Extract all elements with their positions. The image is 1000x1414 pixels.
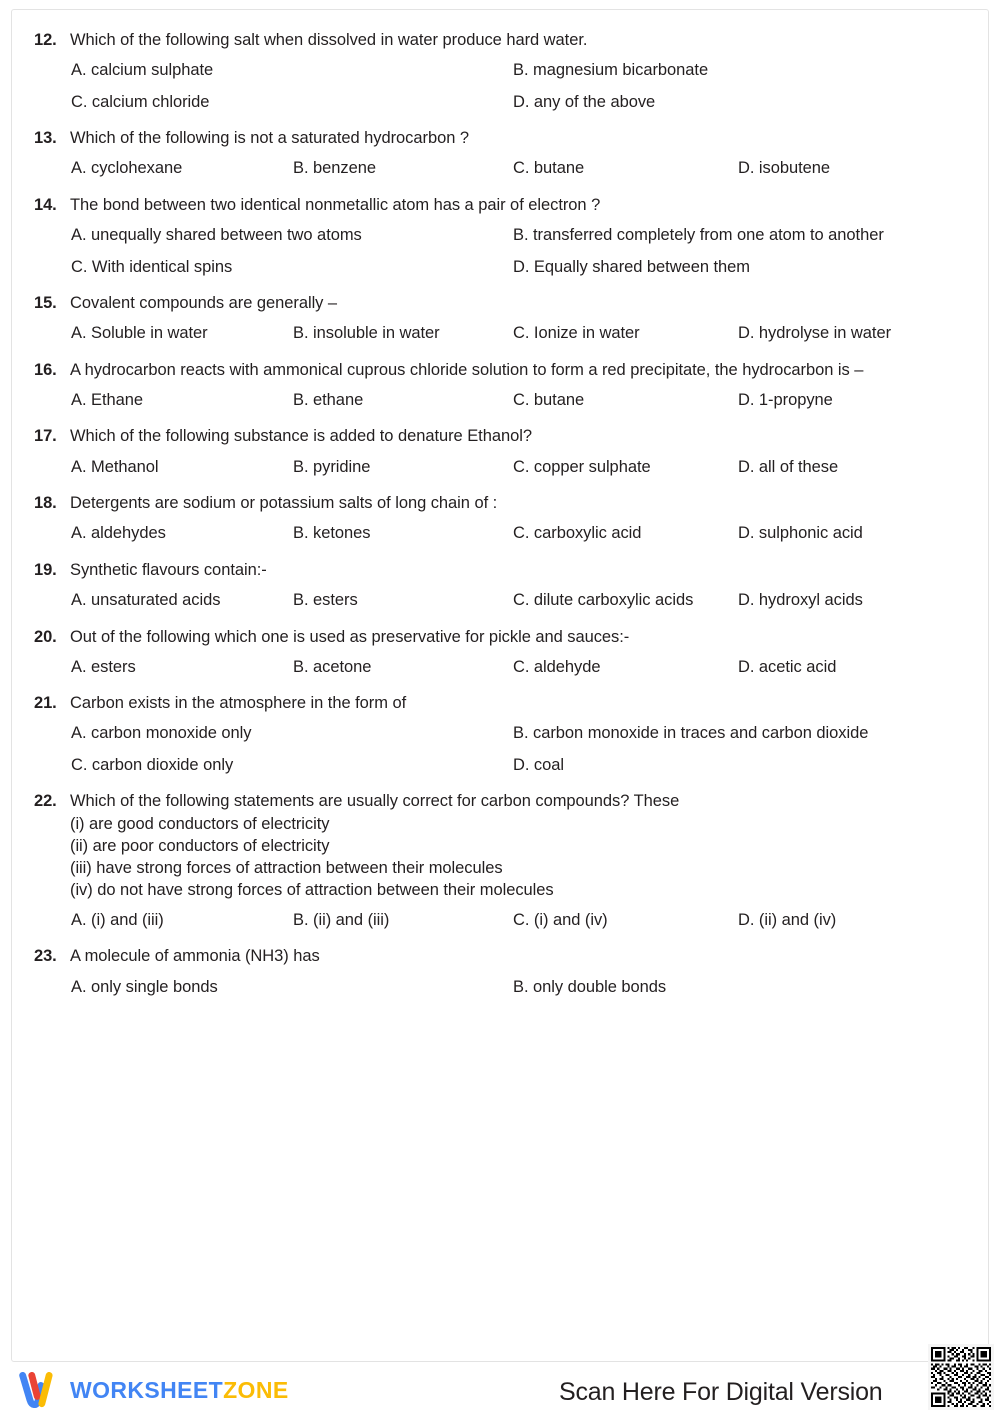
question-text: The bond between two identical nonmetallic atom has a pair of electron ? — [70, 195, 601, 214]
answer-option[interactable]: B. magnesium bicarbonate — [513, 61, 709, 80]
answer-option[interactable]: A. Soluble in water — [71, 324, 208, 343]
question-number: 16. — [34, 360, 57, 379]
answer-option[interactable]: D. hydroxyl acids — [738, 591, 863, 610]
options-row — [71, 92, 966, 113]
question-header — [34, 945, 966, 967]
answer-option[interactable]: D. acetic acid — [738, 657, 837, 676]
question-block — [34, 292, 966, 345]
options-group — [34, 723, 966, 776]
answer-option[interactable]: C. (i) and (iv) — [513, 911, 608, 930]
question-number: 17. — [34, 427, 57, 446]
options-row — [71, 323, 966, 344]
question-body — [70, 292, 966, 314]
answer-option[interactable]: B. pyridine — [293, 457, 371, 476]
question-block — [34, 359, 966, 412]
question-number: 20. — [34, 627, 57, 646]
answer-option[interactable]: A. only single bonds — [71, 977, 218, 996]
question-text: Which of the following is not a saturated hydrocarbon ? — [70, 129, 469, 148]
options-group — [34, 390, 966, 411]
question-block — [34, 626, 966, 679]
answer-option[interactable]: B. acetone — [293, 657, 372, 676]
options-group — [34, 457, 966, 478]
answer-option[interactable]: D. sulphonic acid — [738, 524, 863, 543]
question-text: Which of the following statements are usually correct for carbon compounds? These — [70, 792, 680, 811]
w-logo-icon — [19, 1372, 61, 1408]
question-number: 18. — [34, 494, 57, 513]
options-row — [71, 755, 966, 776]
questions-container — [12, 10, 988, 998]
question-body — [70, 692, 966, 714]
answer-option[interactable]: C. dilute carboxylic acids — [513, 591, 694, 610]
options-row — [71, 977, 966, 998]
question-text: A molecule of ammonia (NH3) has — [70, 947, 320, 966]
options-row — [71, 523, 966, 544]
question-header — [34, 29, 966, 51]
question-body — [70, 359, 966, 381]
question-header — [34, 492, 966, 514]
answer-option[interactable]: D. any of the above — [513, 92, 656, 111]
question-subline: (iv) do not have strong forces of attraction between their molecules — [70, 880, 554, 899]
question-header — [34, 292, 966, 314]
answer-option[interactable]: C. Ionize in water — [513, 324, 640, 343]
answer-option[interactable]: B. transferred completely from one atom to another — [513, 226, 884, 245]
question-header — [34, 790, 966, 901]
question-text: A hydrocarbon reacts with ammonical cuprous chloride solution to form a red precipitate, the hydrocarbon is – — [70, 360, 864, 379]
answer-option[interactable]: A. cyclohexane — [71, 159, 183, 178]
answer-option[interactable]: D. hydrolyse in water — [738, 324, 892, 343]
question-body — [70, 194, 966, 216]
options-row — [71, 390, 966, 411]
answer-option[interactable]: B. only double bonds — [513, 977, 667, 996]
question-block — [34, 492, 966, 545]
question-block — [34, 559, 966, 612]
options-row — [71, 657, 966, 678]
question-header — [34, 359, 966, 381]
question-subline: (ii) are poor conductors of electricity — [70, 836, 330, 855]
question-header — [34, 559, 966, 581]
options-row — [71, 60, 966, 81]
options-row — [71, 257, 966, 278]
answer-option[interactable]: B. benzene — [293, 159, 376, 178]
question-header — [34, 626, 966, 648]
question-body — [70, 559, 966, 581]
question-body — [70, 492, 966, 514]
answer-option[interactable]: A. calcium sulphate — [71, 61, 214, 80]
options-row — [71, 723, 966, 744]
options-row — [71, 910, 966, 931]
question-body — [70, 29, 966, 51]
options-group — [34, 523, 966, 544]
options-row — [71, 225, 966, 246]
question-text: Which of the following substance is added to denature Ethanol? — [70, 427, 532, 446]
answer-option[interactable]: D. all of these — [738, 457, 839, 476]
qr-code[interactable] — [928, 1344, 994, 1410]
question-header — [34, 425, 966, 447]
question-number: 19. — [34, 560, 57, 579]
question-subline: (i) are good conductors of electricity — [70, 814, 330, 833]
scan-instruction-text: Scan Here For Digital Version — [559, 1378, 883, 1406]
answer-option[interactable]: B. insoluble in water — [293, 324, 440, 343]
options-row — [71, 590, 966, 611]
answer-option[interactable]: A. unsaturated acids — [71, 591, 221, 610]
answer-option[interactable]: A. aldehydes — [71, 524, 166, 543]
answer-option[interactable]: D. Equally shared between them — [513, 257, 750, 276]
answer-option[interactable]: C. butane — [513, 159, 585, 178]
question-block — [34, 692, 966, 776]
answer-option[interactable]: B. (ii) and (iii) — [293, 911, 390, 930]
question-body — [70, 626, 966, 648]
question-number: 22. — [34, 792, 57, 811]
answer-option[interactable]: A. unequally shared between two atoms — [71, 226, 362, 245]
answer-option[interactable]: C. carboxylic acid — [513, 524, 642, 543]
answer-option[interactable]: B. ketones — [293, 524, 371, 543]
answer-option[interactable]: B. esters — [293, 591, 358, 610]
options-row — [71, 158, 966, 179]
question-number: 12. — [34, 31, 57, 49]
answer-option[interactable]: C. With identical spins — [71, 257, 233, 276]
question-text: Covalent compounds are generally – — [70, 293, 338, 312]
question-header — [34, 194, 966, 216]
question-number: 23. — [34, 947, 57, 966]
answer-option[interactable]: A. Methanol — [71, 457, 159, 476]
answer-option[interactable]: A. esters — [71, 657, 136, 676]
answer-option[interactable]: B. ethane — [293, 390, 364, 409]
question-number: 15. — [34, 293, 57, 312]
answer-option[interactable]: A. carbon monoxide only — [71, 724, 252, 743]
options-group — [34, 977, 966, 998]
question-body — [70, 425, 966, 447]
options-group — [34, 590, 966, 611]
question-header — [34, 692, 966, 714]
answer-option[interactable]: D. coal — [513, 755, 565, 774]
question-subline: (iii) have strong forces of attraction between their molecules — [70, 858, 503, 877]
question-block — [34, 790, 966, 931]
question-block — [34, 29, 966, 113]
question-text: Which of the following salt when dissolved in water produce hard water. — [70, 31, 588, 49]
question-block — [34, 945, 966, 998]
question-text: Synthetic flavours contain:- — [70, 560, 267, 579]
question-text: Carbon exists in the atmosphere in the form of — [70, 694, 407, 713]
question-header — [34, 127, 966, 149]
options-group — [34, 225, 966, 278]
options-group — [34, 657, 966, 678]
question-block — [34, 127, 966, 180]
answer-option[interactable]: D. isobutene — [738, 159, 831, 178]
options-group — [34, 910, 966, 931]
answer-option[interactable]: C. aldehyde — [513, 657, 601, 676]
options-group — [34, 158, 966, 179]
options-row — [71, 457, 966, 478]
question-body — [70, 127, 966, 149]
logo-text-zone: ZONE — [223, 1376, 289, 1403]
question-text: Detergents are sodium or potassium salts of long chain of : — [70, 494, 498, 513]
answer-option[interactable]: C. butane — [513, 390, 585, 409]
logo-text-worksheet: WORKSHEET — [70, 1376, 224, 1403]
question-block — [34, 194, 966, 278]
answer-option[interactable]: B. carbon monoxide in traces and carbon dioxide — [513, 724, 869, 743]
answer-option[interactable]: D. (ii) and (iv) — [738, 911, 837, 930]
worksheet-page — [11, 9, 989, 1362]
question-text: Out of the following which one is used as preservative for pickle and sauces:- — [70, 627, 630, 646]
answer-option[interactable]: D. 1-propyne — [738, 390, 833, 409]
question-body — [70, 790, 966, 901]
options-group — [34, 60, 966, 113]
answer-option[interactable]: A. Ethane — [71, 390, 144, 409]
question-number: 21. — [34, 694, 57, 713]
question-block — [34, 425, 966, 478]
page-footer — [0, 1366, 1000, 1414]
worksheet-zone-logo[interactable] — [19, 1369, 289, 1411]
options-group — [34, 323, 966, 344]
answer-option[interactable]: C. calcium chloride — [71, 92, 210, 111]
answer-option[interactable]: C. carbon dioxide only — [71, 755, 234, 774]
answer-option[interactable]: C. copper sulphate — [513, 457, 651, 476]
logo-wordmark — [70, 1377, 289, 1404]
question-number: 14. — [34, 195, 57, 214]
question-body — [70, 945, 966, 967]
answer-option[interactable]: A. (i) and (iii) — [71, 911, 164, 930]
question-number: 13. — [34, 129, 57, 148]
